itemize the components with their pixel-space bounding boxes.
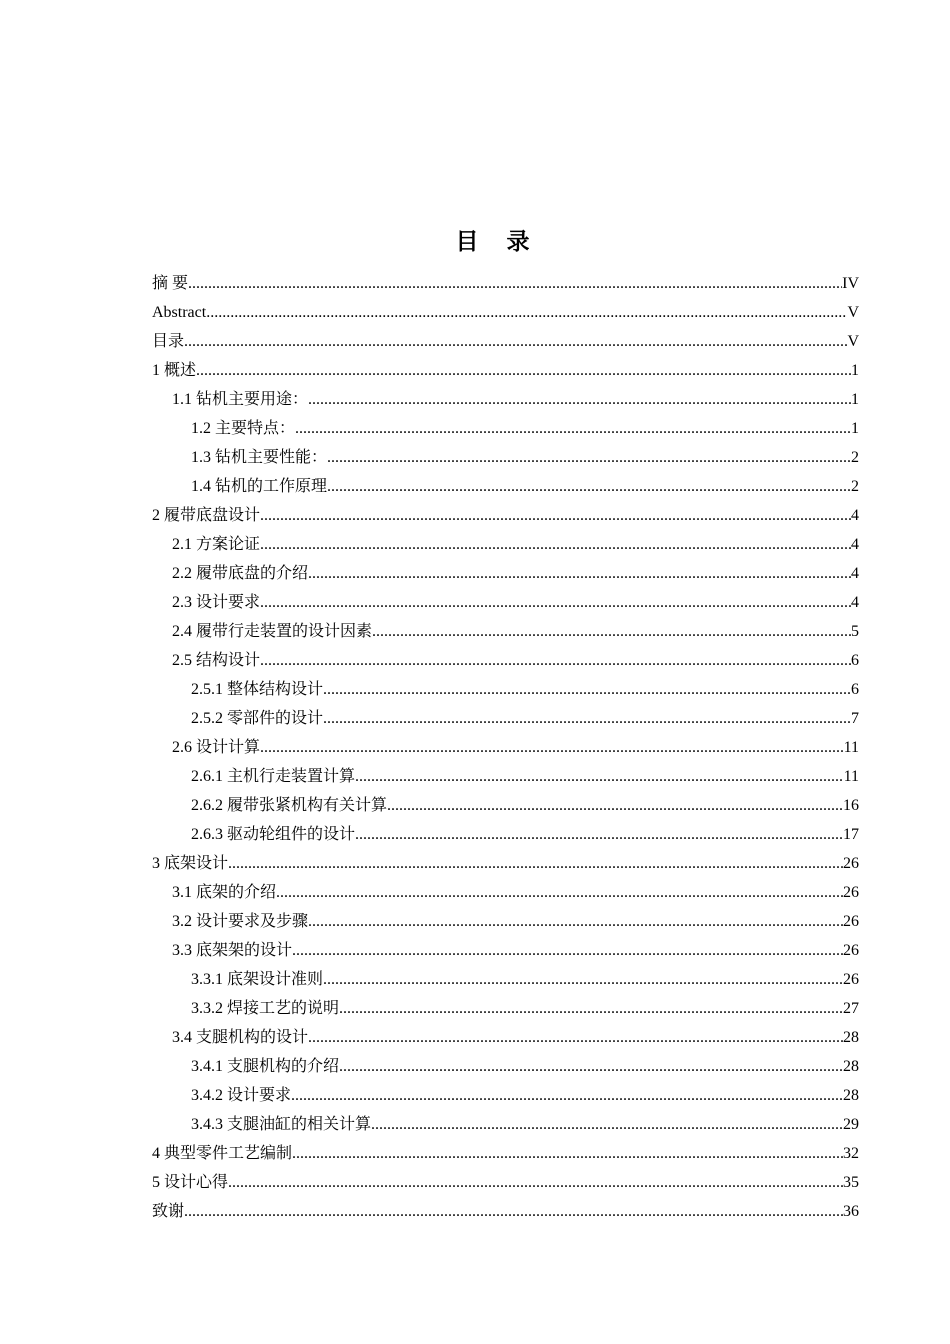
toc-entry-label: 2.5 结构设计 (172, 652, 261, 669)
toc-entry[interactable] (152, 617, 859, 646)
toc-entry-page-number: 4 (851, 536, 859, 553)
toc-entry-page-number: 11 (843, 768, 859, 785)
toc-entry[interactable] (152, 994, 859, 1023)
toc-entry-label: 5 设计心得 (152, 1174, 229, 1191)
toc-entry[interactable] (152, 849, 859, 878)
toc-dot-leader (184, 1197, 843, 1226)
table-of-contents (152, 269, 859, 1226)
toc-entry[interactable] (152, 936, 859, 965)
toc-entry-page-number: 17 (843, 826, 859, 843)
toc-entry-label: 4 典型零件工艺编制 (152, 1145, 293, 1162)
toc-entry-label: 2.5.2 零部件的设计 (191, 710, 324, 727)
toc-dot-leader (228, 849, 843, 878)
toc-entry-page-number: IV (842, 275, 859, 292)
toc-entry[interactable] (152, 1081, 859, 1110)
toc-entry[interactable] (152, 965, 859, 994)
toc-dot-leader (188, 269, 842, 298)
page-title: 目 录 (455, 229, 540, 255)
toc-entry[interactable] (152, 762, 859, 791)
toc-entry-label: 致谢 (152, 1203, 185, 1220)
toc-entry-label: 3.2 设计要求及步骤 (172, 913, 309, 930)
toc-dot-leader (372, 617, 851, 646)
toc-entry-label: 1.2 主要特点： (191, 420, 296, 437)
toc-entry-page-number: 7 (851, 710, 859, 727)
toc-entry[interactable] (152, 443, 859, 472)
toc-entry-page-number: 4 (851, 565, 859, 582)
toc-entry-page-number: 26 (843, 942, 859, 959)
toc-entry-page-number: 4 (851, 594, 859, 611)
toc-entry-page-number: 1 (851, 391, 859, 408)
toc-entry-page-number: 2 (851, 449, 859, 466)
toc-entry-page-number: 28 (843, 1058, 859, 1075)
toc-entry[interactable] (152, 298, 859, 327)
toc-entry-label: 3.4.1 支腿机构的介绍 (191, 1058, 340, 1075)
toc-entry[interactable] (152, 356, 859, 385)
toc-entry-label: 2.6.3 驱动轮组件的设计 (191, 826, 356, 843)
toc-entry-page-number: 11 (843, 739, 859, 756)
toc-entry[interactable] (152, 1168, 859, 1197)
toc-entry[interactable] (152, 501, 859, 530)
toc-entry-page-number: 28 (843, 1087, 859, 1104)
toc-entry-label: 2.6.2 履带张紧机构有关计算 (191, 797, 388, 814)
toc-entry[interactable] (152, 704, 859, 733)
toc-entry-page-number: 6 (851, 681, 859, 698)
toc-dot-leader (355, 820, 843, 849)
toc-dot-leader (276, 878, 843, 907)
toc-entry-page-number: 1 (851, 420, 859, 437)
toc-entry[interactable] (152, 588, 859, 617)
toc-entry[interactable] (152, 1023, 859, 1052)
toc-entry-page-number: 6 (851, 652, 859, 669)
toc-entry[interactable] (152, 414, 859, 443)
toc-entry[interactable] (152, 1139, 859, 1168)
toc-entry-label: 3 底架设计 (152, 855, 229, 872)
toc-dot-leader (308, 559, 851, 588)
toc-dot-leader (295, 414, 851, 443)
toc-entry-page-number: 26 (843, 884, 859, 901)
toc-entry-label: 目录 (152, 333, 185, 350)
toc-entry-label: 2.4 履带行走装置的设计因素 (172, 623, 373, 640)
toc-entry[interactable] (152, 907, 859, 936)
toc-dot-leader (260, 530, 851, 559)
toc-entry-page-number: V (847, 304, 859, 321)
toc-entry-label: 2.3 设计要求 (172, 594, 261, 611)
toc-entry-page-number: 35 (843, 1174, 859, 1191)
toc-entry-label: 3.3.2 焊接工艺的说明 (191, 1000, 340, 1017)
toc-dot-leader (327, 443, 851, 472)
toc-entry[interactable] (152, 646, 859, 675)
toc-entry-page-number: 4 (851, 507, 859, 524)
toc-entry[interactable] (152, 269, 859, 298)
toc-dot-leader (308, 1023, 843, 1052)
toc-entry[interactable] (152, 1197, 859, 1226)
toc-entry-label: 2 履带底盘设计 (152, 507, 261, 524)
toc-entry-page-number: 2 (851, 478, 859, 495)
toc-dot-leader (308, 385, 851, 414)
toc-entry-label: 3.3 底架架的设计 (172, 942, 293, 959)
toc-entry-page-number: 29 (843, 1116, 859, 1133)
toc-entry-label: 3.1 底架的介绍 (172, 884, 277, 901)
toc-dot-leader (323, 675, 851, 704)
toc-entry-label: 2.5.1 整体结构设计 (191, 681, 324, 698)
toc-entry[interactable] (152, 733, 859, 762)
toc-entry-label: 1 概述 (152, 362, 197, 379)
toc-entry-page-number: 5 (851, 623, 859, 640)
toc-entry[interactable] (152, 878, 859, 907)
toc-entry-page-number: 32 (843, 1145, 859, 1162)
toc-entry[interactable] (152, 559, 859, 588)
toc-dot-leader (323, 965, 843, 994)
toc-entry-label: Abstract (152, 304, 207, 321)
toc-dot-leader (196, 356, 851, 385)
toc-entry[interactable] (152, 820, 859, 849)
toc-dot-leader (339, 994, 843, 1023)
toc-dot-leader (327, 472, 851, 501)
toc-entry-page-number: 1 (851, 362, 859, 379)
toc-entry[interactable] (152, 472, 859, 501)
toc-entry-page-number: 16 (843, 797, 859, 814)
toc-dot-leader (323, 704, 851, 733)
toc-entry[interactable] (152, 385, 859, 414)
toc-dot-leader (292, 936, 843, 965)
toc-dot-leader (308, 907, 843, 936)
toc-dot-leader (228, 1168, 843, 1197)
toc-entry-label: 2.1 方案论证 (172, 536, 261, 553)
toc-entry-label: 3.4 支腿机构的设计 (172, 1029, 309, 1046)
toc-entry-label: 3.4.2 设计要求 (191, 1087, 292, 1104)
toc-dot-leader (260, 733, 844, 762)
toc-entry-label: 2.2 履带底盘的介绍 (172, 565, 309, 582)
toc-dot-leader (260, 646, 851, 675)
toc-entry-label: 1.3 钻机主要性能： (191, 449, 328, 466)
toc-dot-leader (291, 1081, 843, 1110)
toc-dot-leader (371, 1110, 843, 1139)
toc-entry-page-number: 26 (843, 855, 859, 872)
toc-dot-leader (260, 501, 851, 530)
toc-entry[interactable] (152, 327, 859, 356)
toc-entry[interactable] (152, 530, 859, 559)
toc-entry-page-number: 26 (843, 971, 859, 988)
toc-entry[interactable] (152, 791, 859, 820)
toc-entry-page-number: 28 (843, 1029, 859, 1046)
toc-entry[interactable] (152, 1110, 859, 1139)
toc-entry-label: 3.3.1 底架设计准则 (191, 971, 324, 988)
toc-dot-leader (184, 327, 847, 356)
toc-entry-label: 1.1 钻机主要用途： (172, 391, 309, 408)
toc-entry-page-number: 26 (843, 913, 859, 930)
toc-dot-leader (206, 298, 847, 327)
toc-dot-leader (260, 588, 851, 617)
toc-entry-page-number: V (847, 333, 859, 350)
toc-entry-label: 3.4.3 支腿油缸的相关计算 (191, 1116, 372, 1133)
toc-dot-leader (339, 1052, 843, 1081)
toc-dot-leader (355, 762, 844, 791)
toc-entry-label: 1.4 钻机的工作原理 (191, 478, 328, 495)
toc-entry-page-number: 36 (843, 1203, 859, 1220)
toc-dot-leader (292, 1139, 843, 1168)
toc-entry-label: 摘 要 (152, 275, 189, 292)
toc-entry-page-number: 27 (843, 1000, 859, 1017)
toc-dot-leader (387, 791, 843, 820)
toc-entry-label: 2.6.1 主机行走装置计算 (191, 768, 356, 785)
toc-entry-label: 2.6 设计计算 (172, 739, 261, 756)
toc-entry[interactable] (152, 1052, 859, 1081)
toc-entry[interactable] (152, 675, 859, 704)
